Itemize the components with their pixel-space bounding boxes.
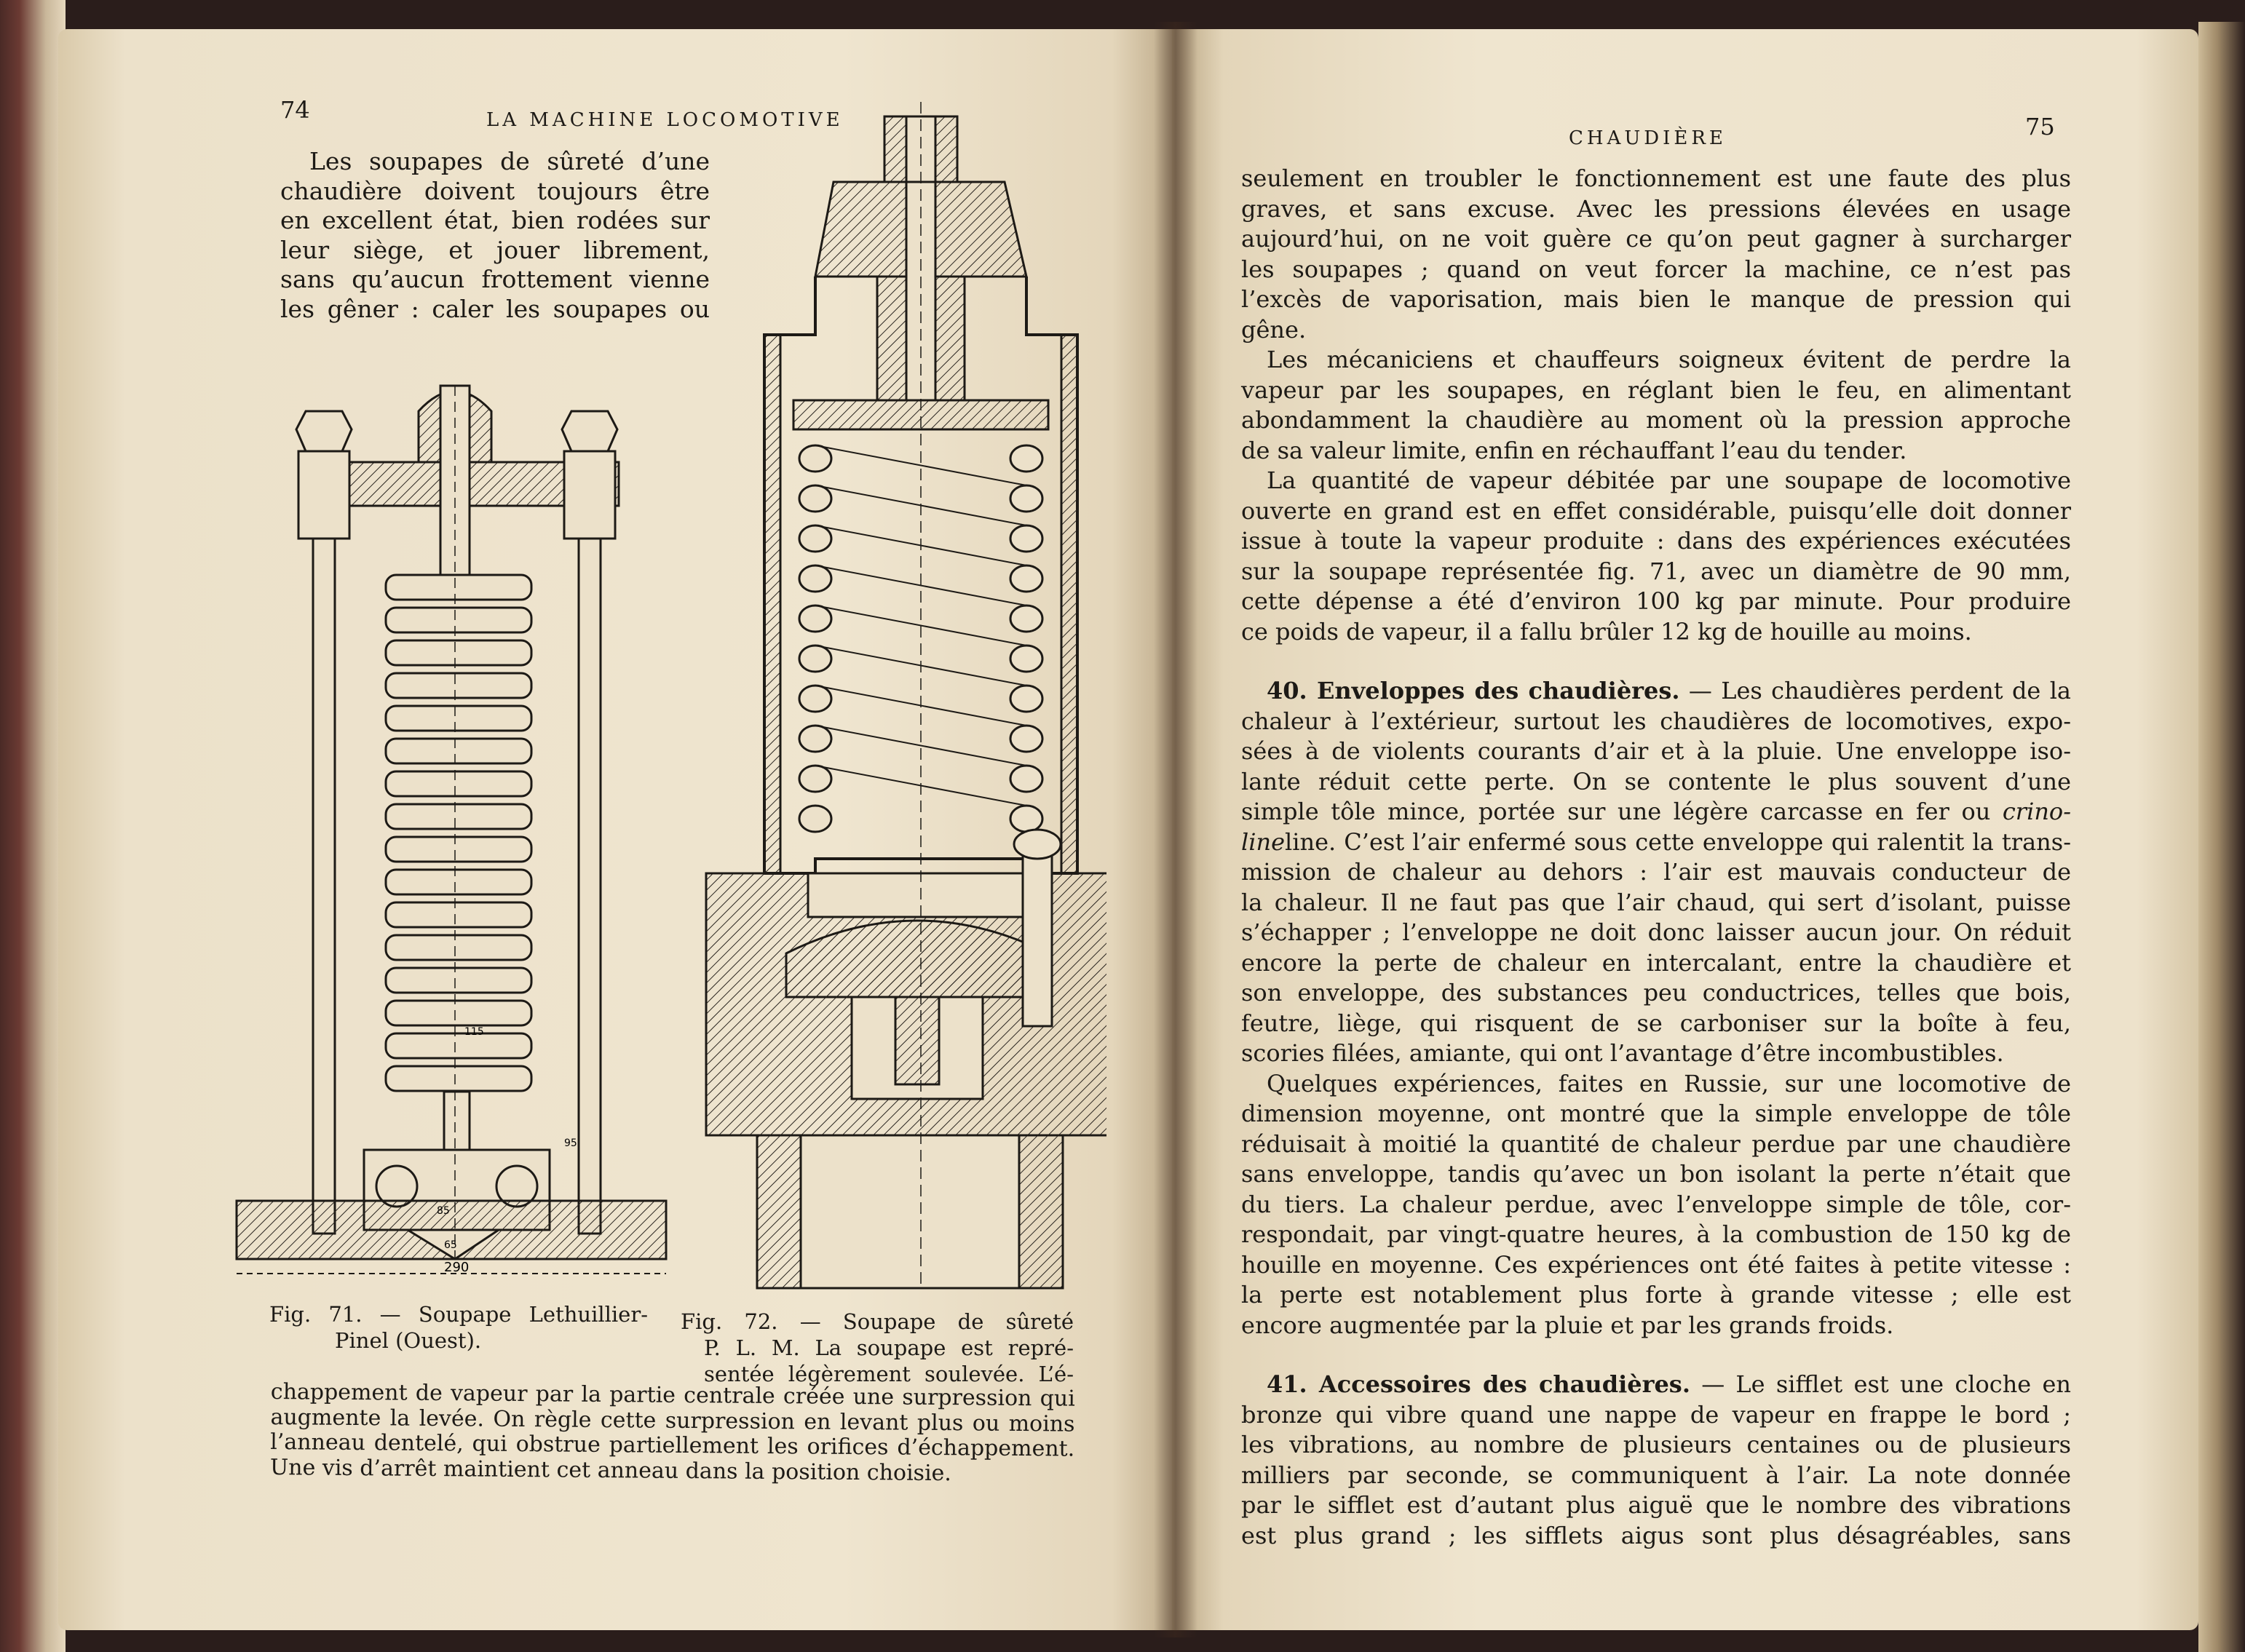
figure-71-caption [269,1301,648,1354]
text-line: dimension moyenne, ont montré que la simple enveloppe de tôle [1241,1100,2071,1127]
italic-word: crino- [2002,798,2071,825]
text-line: les soupapes ; quand on veut forcer la machine, ce n’est pas [1241,255,2071,283]
text-line: feutre, liège, qui risquent de se carboniser sur la boîte à feu, [1241,1009,2071,1037]
text-line: milliers par seconde, se communiquent à l’air. La note donnée [1241,1461,2071,1489]
text-line: réduisait à moitié la quantité de chaleur perdue par une chaudière [1241,1129,2071,1158]
text-line: la perte est notablement plus forte à grande vitesse ; elle est [1241,1281,2071,1309]
dimension-label: 95 [564,1137,577,1149]
section-40-heading: 40. Enveloppes des chaudières. [1267,677,1680,704]
book-cover-edge-right [2198,22,2245,1652]
caption-line: l’anneau dentelé, qui obstrue partiellement les orifices d’échappement. [270,1429,1075,1462]
caption-line: sentée légèrement soulevée. L’é- [704,1362,1074,1386]
text-line: bronze qui vibre quand une nappe de vapeur en frappe le bord ; [1241,1400,2071,1429]
text-line: gêne. [1241,315,1307,343]
text-line: lineline. C’est l’air enfermé sous cette enveloppe qui ralentit la trans- [1241,827,2071,856]
section-40-first-line: 40. Enveloppes des chaudières. — Les chaudières perdent de la [1267,677,2072,704]
text-line: chaudière doivent toujours être [280,176,710,205]
text-line: seulement en troubler le fonctionnement est une faute des plus [1241,164,2071,192]
text-line: est plus grand ; les sifflets aigus sont plus désagréables, sans [1241,1521,2071,1549]
text-line: scories filées, amiante, qui ont l’avantage d’être incombustibles. [1241,1039,2004,1067]
book-cover-edge-left [0,0,66,1652]
text-line: Les soupapes de sûreté d’une [309,147,710,175]
text-line: sur la soupape représentée fig. 71, avec un diamètre de 90 mm, [1241,557,2071,585]
text-line: s’échapper ; l’enveloppe ne doit donc laisser aucun jour. On réduit [1241,918,2071,946]
figure-71-drawing [222,357,673,1288]
text-line: vapeur par les soupapes, en réglant bien le feu, en alimentant [1241,376,2071,404]
text-line: son enveloppe, des substances peu conductrices, telles que bois, [1241,979,2071,1006]
text-line: houille en moyenne. Ces expériences ont été faites à petite vitesse : [1241,1250,2071,1279]
left-intro-paragraph [280,147,710,325]
text-line: de sa valeur limite, enfin en réchauffant l’eau du tender. [1241,436,1907,464]
text-line: encore la perte de chaleur en intercalant, entre la chaudière et [1241,948,2071,977]
text-line: La quantité de vapeur débitée par une soupape de locomotive [1267,466,2071,494]
dimension-label: 290 [444,1260,470,1275]
italic-word: line [1241,827,1286,856]
caption-line: P. L. M. La soupape est repré- [704,1335,1074,1360]
text-line: graves, et sans excuse. Avec les pressions élevées en usage [1241,194,2071,223]
text-line: Les mécaniciens et chauffeurs soigneux évitent de perdre la [1267,346,2071,373]
text-line: aujourd’hui, on ne voit guère ce qu’on peut gagner à surcharger [1241,225,2071,253]
dimension-label: 65 [444,1239,457,1251]
text-line: sans enveloppe, tandis qu’avec un bon isolant la perte n’était que [1241,1160,2071,1188]
figure-72-caption-continued [270,1380,1075,1488]
text-line: lante réduit cette perte. On se contente le plus souvent d’une [1241,767,2071,795]
text-line: respondait, par vingt-quatre heures, à la combustion de 150 kg de [1241,1220,2071,1248]
text-line: Quelques expériences, faites en Russie, sur une locomotive de [1267,1069,2071,1097]
text-line: abondamment la chaudière au moment où la pression approche [1241,406,2071,434]
text-line: mission de chaleur au dehors : l’air est mauvais conducteur de [1241,858,2071,886]
caption-line: Pinel (Ouest). [335,1328,482,1353]
caption-line: chappement de vapeur par la partie centrale créée une surpression qui [270,1379,1075,1412]
text-line: encore augmentée par la pluie et par les grands froids. [1241,1311,1894,1339]
right-page-text [1241,164,2071,1551]
text-line: cette dépense a été d’environ 100 kg par minute. Pour produire [1241,587,2071,615]
text-line: issue à toute la vapeur produite : dans des expériences exécutées [1241,527,2071,555]
text-line: chaleur à l’extérieur, surtout les chaudières de locomotives, expo- [1241,707,2071,735]
text-line: sées à de violents courants d’air et à la pluie. Une enveloppe iso- [1241,737,2071,765]
caption-line: augmente la levée. On règle cette surpression en levant plus ou moins [270,1404,1075,1437]
text-line: ouverte en grand est en effet considérable, puisqu’elle doit donner [1241,496,2071,525]
text-line: sans qu’aucun frottement vienne [280,265,710,294]
text-line: en excellent état, bien rodées sur [280,206,710,235]
caption-line: Fig. 71. — Soupape Lethuillier- [269,1302,648,1327]
left-running-head: LA MACHINE LOCOMOTIVE [486,109,844,131]
text-line: la chaleur. Il ne faut pas que l’air chaud, qui sert d’isolant, puisse [1241,888,2071,916]
text-line: simple tôle mince, portée sur une légère carcasse en fer ou crino- [1241,798,2071,825]
right-folio: 75 [2025,113,2055,140]
figure-72-drawing [699,95,1106,1295]
caption-line: Fig. 72. — Soupape de sûreté [681,1309,1074,1334]
text-line: par le sifflet est d’autant plus aiguë que le nombre des vibrations [1241,1491,2071,1519]
figure-72-caption [681,1309,1074,1387]
text-line: les vibrations, au nombre de plusieurs centaines ou de plusieurs [1241,1431,2071,1458]
section-41-first-line: 41. Accessoires des chaudières. — Le sifflet est une cloche en [1267,1370,2072,1398]
text-line: leur siège, et jouer librement, [280,235,710,264]
caption-line: Une vis d’arrêt maintient cet anneau dans la position choisie. [269,1454,952,1486]
right-running-head: CHAUDIÈRE [1569,127,1727,149]
section-41-heading: 41. Accessoires des chaudières. [1267,1370,1690,1398]
book-gutter [1154,22,1197,1637]
dimension-label: 85 [437,1205,450,1217]
text-line: ce poids de vapeur, il a fallu brûler 12 kg de houille au moins. [1241,617,1972,646]
left-folio: 74 [280,96,310,124]
text-line: les gêner : caler les soupapes ou [280,294,710,323]
text-line: du tiers. La chaleur perdue, avec l’enveloppe simple de tôle, cor- [1241,1190,2071,1218]
dimension-label: 115 [464,1026,484,1038]
text-line: l’excès de vaporisation, mais bien le manque de pression qui [1241,285,2071,313]
